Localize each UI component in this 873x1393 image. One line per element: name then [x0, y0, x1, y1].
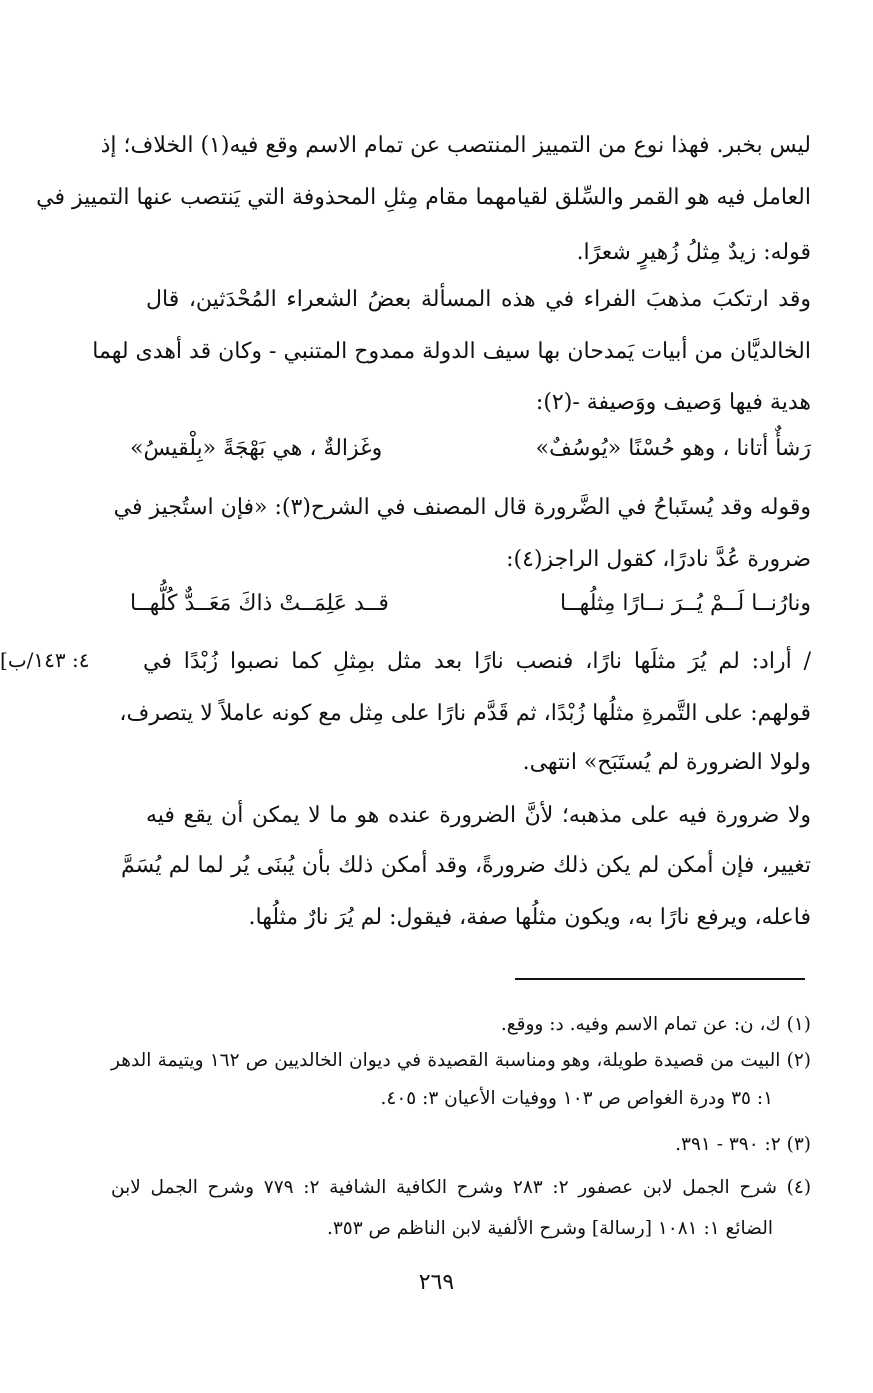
verse-hemistich-first: ونارُنــا لَــمْ يُــرَ نــارًا مِثلُهــا [559, 591, 811, 616]
text-line: ضرورة عُدَّ نادرًا، كقول الراجز(٤): [506, 547, 811, 572]
text-line: ولولا الضرورة لم يُستَبَح» انتهى. [522, 750, 811, 775]
footnote: (١) ك، ن: عن تمام الاسم وفيه. د: ووقع. [500, 1014, 811, 1035]
text-line: فاعله، ويرفع نارًا به، ويكون مثلُها صفة، فيقول: لم يُرَ نارٌ مثلُها. [248, 905, 811, 930]
footnote: (٢) البيت من قصيدة طويلة، وهو ومناسبة القصيدة في ديوان الخالديين ص ١٦٢ ويتيمة الدهر [111, 1050, 811, 1071]
verse-hemistich-second: وغَزالةٌ ، هي بَهْجَةً «بِلْقيسُ» [130, 436, 383, 461]
text-line: وقوله وقد يُستَباحُ في الضَّرورة قال المصنف في الشرح(٣): «فإن استُجيز في [113, 495, 811, 520]
text-line: ليس بخبر. فهذا نوع من التمييز المنتصب عن تمام الاسم وقع فيه(١) الخلاف؛ إذ [100, 133, 811, 158]
text-line: العامل فيه هو القمر والسِّلق لقيامهما مقام مِثلِ المحذوفة التي يَنتصب عنها التمييز في [36, 185, 811, 210]
margin-reference: [٤: ١٤٣/ب [0, 648, 90, 672]
text-line: وقد ارتكبَ مذهبَ الفراء في هذه المسألة بعضُ الشعراء المُحْدَثين، قال [146, 287, 811, 312]
footnote-separator [515, 978, 805, 980]
footnote: الضائع ١: ١٠٨١ [رسالة] وشرح الألفية لابن الناظم ص ٣٥٣. [326, 1218, 773, 1239]
page-number: ٢٦٩ [418, 1270, 455, 1295]
text-line: قولهم: على التَّمرةِ مثلُها زُبْدًا، ثم قَدَّم نارًا على مِثل مع كونه عاملاً لا يتصرف، [119, 701, 811, 726]
verse-hemistich-first: رَشأٌ أتانا ، وهو حُسْنًا «يُوسُفٌ» [535, 436, 811, 461]
text-line: الخالديَّان من أبيات يَمدحان بها سيف الدولة ممدوح المتنبي - وكان قد أهدى لهما [92, 339, 811, 364]
text-line: هدية فيها وَصيف ووَصيفة -(٢): [535, 390, 811, 415]
text-line: تغيير، فإن أمكن لم يكن ذلك ضرورةً، وقد أمكن ذلك بأن يُبنَى يُر لما لم يُسَمَّ [121, 853, 811, 878]
verse-hemistich-second: قــد عَلِمَــتْ ذاكَ مَعَــدٌّ كُلُّهــا [130, 591, 389, 616]
footnote: ١: ٣٥ ودرة الغواص ص ١٠٣ ووفيات الأعيان ٣: ٤٠٥. [380, 1088, 773, 1109]
footnote: (٣) ٢: ٣٩٠ - ٣٩١. [675, 1134, 811, 1155]
footnote: (٤) شرح الجمل لابن عصفور ٢: ٢٨٣ وشرح الكافية الشافية ٢: ٧٧٩ وشرح الجمل لابن [111, 1177, 812, 1198]
text-line: / أراد: لم يُرَ مثلَها نارًا، فنصب نارًا بعد مثل بمِثلِ كما نصبوا زُبْدًا في [143, 649, 811, 674]
text-line: ولا ضرورة فيه على مذهبه؛ لأنَّ الضرورة عنده هو ما لا يمكن أن يقع فيه [146, 803, 811, 828]
text-line: قوله: زيدٌ مِثلُ زُهيرٍ شعرًا. [576, 240, 811, 265]
